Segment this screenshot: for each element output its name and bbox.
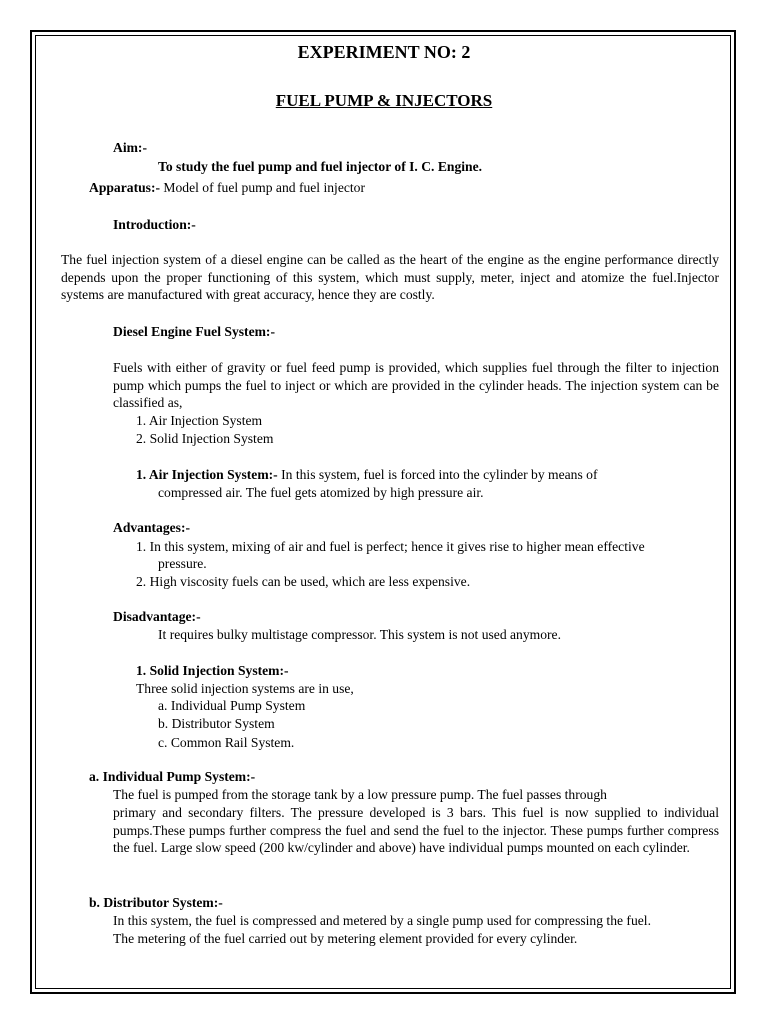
list-item: a. Individual Pump System <box>158 698 306 713</box>
individual-pump-label: a. Individual Pump System:- <box>89 769 256 784</box>
experiment-heading: EXPERIMENT NO: 2 <box>297 42 471 62</box>
advantage-item-1-cont: pressure. <box>158 556 207 571</box>
air-injection-line <box>136 466 598 484</box>
diesel-fuel-system-text: Fuels with either of gravity or fuel feed pump is provided, which supplies fuel through the filter to injection pump which pumps the fuel to inject or which are provided in the cylinder heads. The injection system can be classified as, <box>113 360 719 410</box>
advantages-label: Advantages:- <box>113 520 191 535</box>
introduction-label: Introduction:- <box>113 217 196 232</box>
apparatus-label: Apparatus:- <box>89 180 160 195</box>
aim-label: Aim:- <box>113 140 147 155</box>
solid-injection-label: 1. Solid Injection System:- <box>136 663 289 678</box>
list-item: 1. Air Injection System <box>136 413 263 428</box>
apparatus-line <box>89 179 365 197</box>
air-injection-text-2: compressed air. The fuel gets atomized by high pressure air. <box>158 485 484 500</box>
distributor-label: b. Distributor System:- <box>89 895 223 910</box>
apparatus-text: Model of fuel pump and fuel injector <box>163 180 365 195</box>
distributor-line-2: The metering of the fuel carried out by metering element provided for every cylinder. <box>113 931 578 946</box>
advantage-item-1: 1. In this system, mixing of air and fuel is perfect; hence it gives rise to higher mean effective <box>136 539 645 554</box>
air-injection-text-1: In this system, fuel is forced into the cylinder by means of <box>281 467 598 482</box>
introduction-text: The fuel injection system of a diesel engine can be called as the heart of the engine as the engine performance directly depends upon the proper functioning of this system, which must supply, meter, inject and atomize the fuel.Injector systems are manufactured with great accuracy, hence they are costly. <box>61 252 719 302</box>
advantage-item-2: 2. High viscosity fuels can be used, which are less expensive. <box>136 574 471 589</box>
list-item: 2. Solid Injection System <box>136 431 274 446</box>
list-item: c. Common Rail System. <box>158 735 295 750</box>
distributor-line-1: In this system, the fuel is compressed and metered by a single pump used for compressing the fuel. <box>113 913 651 928</box>
document-title-text: FUEL PUMP & INJECTORS <box>275 91 493 110</box>
diesel-fuel-system-label: Diesel Engine Fuel System:- <box>113 324 275 339</box>
individual-pump-line-1: The fuel is pumped from the storage tank by a low pressure pump. The fuel passes through <box>113 787 607 802</box>
list-item: b. Distributor System <box>158 716 275 731</box>
disadvantage-text: It requires bulky multistage compressor. This system is not used anymore. <box>158 627 561 642</box>
individual-pump-text: primary and secondary filters. The pressure developed is 3 bars. This fuel is now supplied to individual pumps.These pumps further compress the fuel and send the fuel to the injector. These pumps further compress the fuel. Large slow speed (200 kw/cylinder and above) have individual pumps mounted on each cylinder. <box>113 805 719 855</box>
disadvantage-label: Disadvantage:- <box>113 609 201 624</box>
document-title <box>0 92 768 110</box>
solid-injection-intro: Three solid injection systems are in use, <box>136 681 354 696</box>
air-injection-label: 1. Air Injection System:- <box>136 467 278 482</box>
aim-text: To study the fuel pump and fuel injector of I. C. Engine. <box>158 159 483 174</box>
